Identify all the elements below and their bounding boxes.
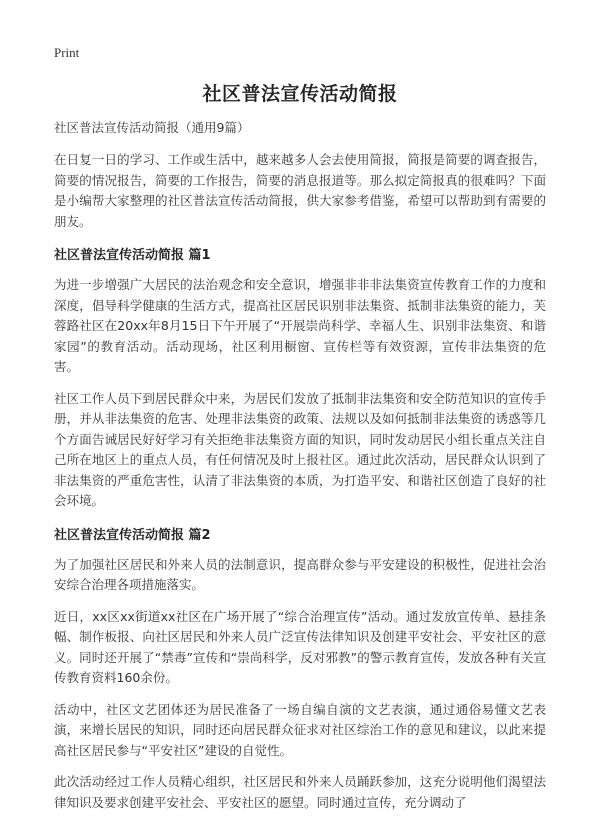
print-link[interactable]: Print xyxy=(54,45,80,60)
paragraph: 为进一步增强广大居民的法治观念和安全意识，增强非非非法集资宣传教育工作的力度和深度，倡导科学健康的生活方式，提高社区居民识别非法集资、抵制非法集资的能力，芙蓉路社区在20xx年8月15日下午开展了“开展崇尚科学、幸福人生、识别非法集资、和谐家园”的教育活动。活动现场，社区利用橱窗、宣传栏等有效资源，宣传非法集资的危害。 xyxy=(54,277,546,374)
page-title: 社区普法宣传活动简报 xyxy=(202,83,398,105)
article-body xyxy=(54,118,546,824)
section-heading: 社区普法宣传活动简报 篇1 xyxy=(54,248,211,263)
paragraph: 此次活动经过工作人员精心组织，社区居民和外来人员踊跃参加，这充分说明他们渴望法律知识及要求创建平安社会、平安社区的愿望。同时通过宣传，充分调动了 xyxy=(54,774,546,810)
paragraph: 为了加强社区居民和外来人员的法制意识，提高群众参与平安建设的积极性，促进社会治安综合治理各项措施落实。 xyxy=(54,556,546,592)
section-2 xyxy=(54,526,546,814)
paragraph: 近日，xx区xx街道xx社区在广场开展了“综合治理宣传”活动。通过发放宣传单、悬挂条幅、制作板报、向社区居民和外来人员广泛宣传法律知识及创建平安社会、平安社区的意义。同时还开展了“禁毒”宣传和“崇尚科学，反对邪教”的警示教育宣传，发放各种有关宣传教育资料160余份。 xyxy=(54,608,546,685)
section-heading: 社区普法宣传活动简报 篇2 xyxy=(54,527,211,543)
intro-paragraph: 在日复一日的学习、工作或生活中，越来越多人会去使用简报，简报是简要的调查报告，简要的情况报告，简要的工作报告，简要的消息报道等。那么拟定简报真的很难吗？下面是小编帮大家整理的社区普法宣传活动简报，供大家参考借鉴，希望可以帮助到有需要的朋友。 xyxy=(54,152,546,229)
paragraph: 社区工作人员下到居民群众中来，为居民们发放了抵制非法集资和安全防范知识的宣传手册，并从非法集资的危害、处理非法集资的政策、法规以及如何抵制非法集资的诱惑等几个方面告诫居民好好学习有关拒绝非法集资方面的知识，同时发动居民小组长重点关注自己所在地区上的重点人员，有任何情况及时上报社区。通过此次活动，居民群众认识到了非法集资的严重危害性，认清了非法集资的本质，为打造平安、和谐社区创造了良好的社会环境。 xyxy=(54,390,546,508)
section-1 xyxy=(54,246,546,512)
paragraph: 活动中，社区文艺团体还为居民准备了一场自编自演的文艺表演，通过通俗易懂文艺表演，来增长居民的知识，同时还向居民群众征求对社区综治工作的意见和建议，以此来提高社区居民参与“平安社区”建设的自觉性。 xyxy=(54,701,546,758)
article-subtitle: 社区普法宣传活动简报（通用9篇） xyxy=(54,120,250,135)
